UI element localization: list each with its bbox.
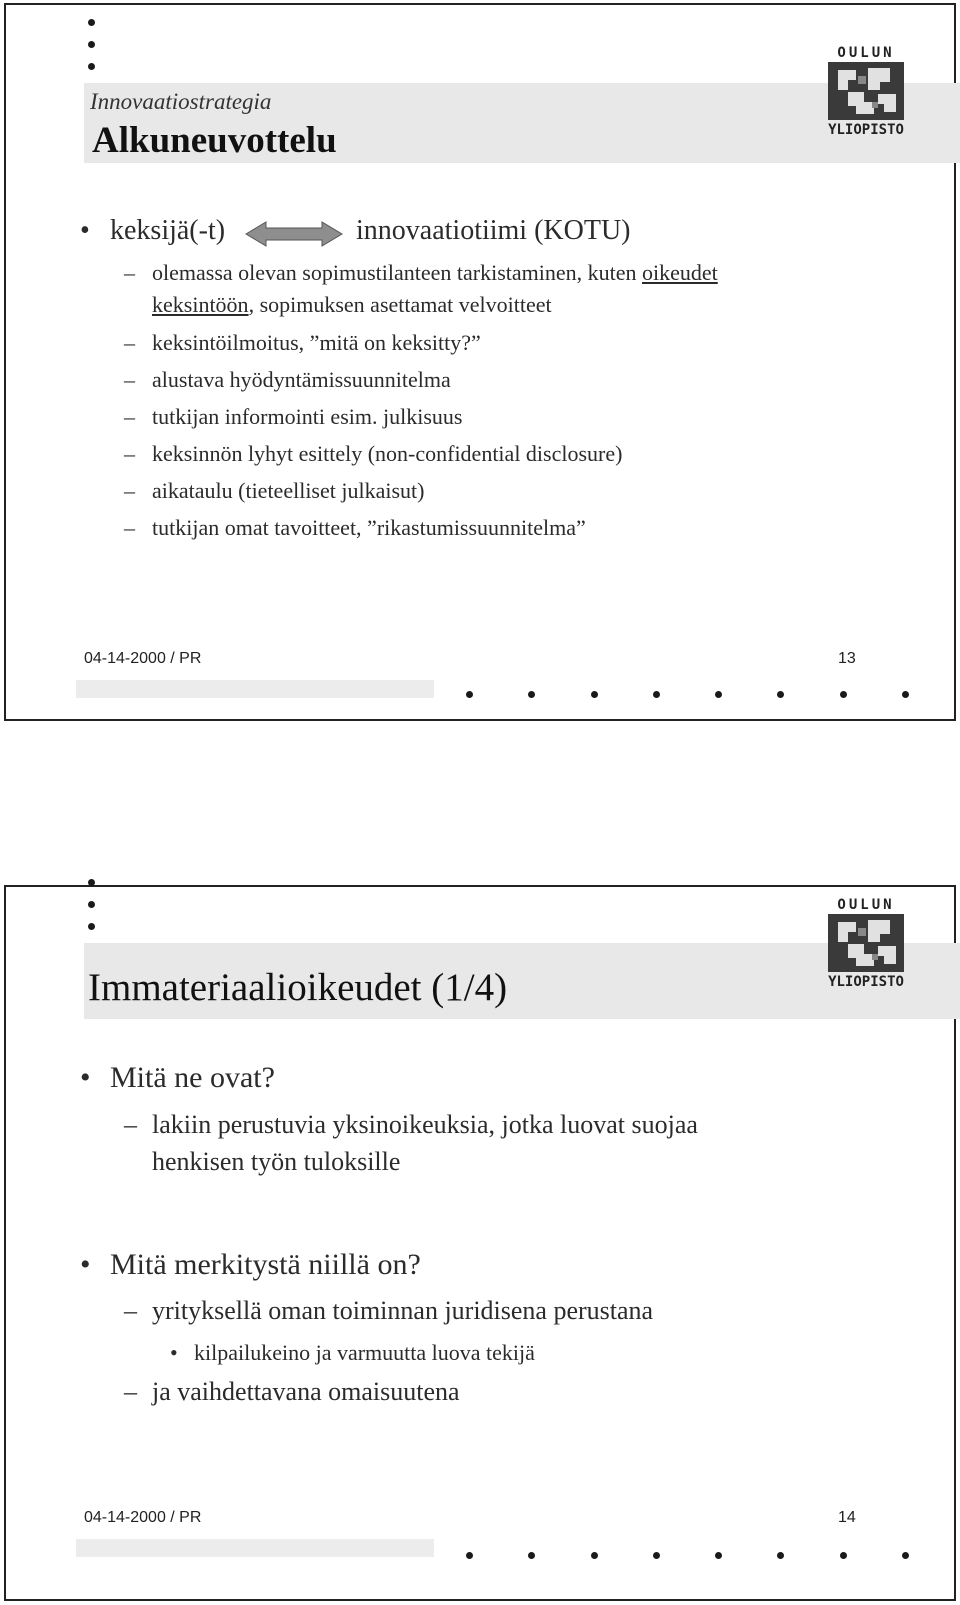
sub-item: – keksintöilmoitus, ”mitä on keksitty?” (124, 330, 481, 355)
question-bullet: • Mitä merkitystä niillä on? (80, 1248, 421, 1281)
sub-item: – aikataulu (tieteelliset julkaisut) (124, 478, 425, 503)
answer-line: – ja vaihdettavana omaisuutena (124, 1377, 460, 1406)
dash-icon: – (124, 367, 135, 392)
sub-item-contract-check: – olemassa olevan sopimustilanteen tarkistaminen, kuten oikeudet (124, 260, 718, 285)
sub-item: – alustava hyödyntämissuunnitelma (124, 367, 451, 392)
bullet-icon: • (80, 1248, 91, 1281)
bullet-icon: • (80, 1061, 91, 1094)
footer-band (76, 1539, 434, 1557)
dash-icon: – (124, 441, 135, 466)
sub-item: – tutkijan omat tavoitteet, ”rikastumissuunnitelma” (124, 515, 586, 540)
section-label: Innovaatiostrategia (90, 89, 272, 114)
innovation-team-label: innovaatiotiimi (KOTU) (356, 215, 631, 246)
dash-icon: – (124, 1296, 137, 1325)
university-logo: OULUN YLIOPISTO (828, 897, 904, 990)
answer-line-cont: henkisen työn tuloksille (152, 1147, 401, 1176)
double-headed-arrow-icon (244, 219, 344, 249)
dash-icon: – (124, 1110, 137, 1139)
logo-emblem-icon (828, 914, 904, 972)
sub-item: – keksinnön lyhyt esittely (non-confidential disclosure) (124, 441, 623, 466)
logo-emblem-icon (828, 62, 904, 120)
link-rights[interactable]: oikeudet (642, 260, 718, 285)
answer-line: – lakiin perustuvia yksinoikeuksia, jotka luovat suojaa (124, 1110, 698, 1139)
sub-item-contract-check-cont: keksintöön, sopimuksen asettamat velvoitteet (152, 292, 552, 317)
dash-icon: – (124, 330, 135, 355)
bullet-icon: • (170, 1340, 178, 1365)
answer-line: – yrityksellä oman toiminnan juridisena perustana (124, 1296, 654, 1325)
slide-title: Alkuneuvottelu (92, 120, 337, 161)
dash-icon: – (124, 260, 135, 285)
inventor-label: keksijä(-t) (110, 215, 226, 246)
sub-sub-item: • kilpailukeino ja varmuutta luova tekijä (170, 1340, 535, 1365)
page-number: 14 (838, 1509, 856, 1526)
main-bullet (80, 215, 226, 247)
footer-date: 04-14-2000 / PR (84, 1509, 202, 1526)
link-invention[interactable]: keksintöön (152, 292, 249, 317)
sub-item: – tutkijan informointi esim. julkisuus (124, 404, 463, 429)
university-logo: OULUN YLIOPISTO (828, 45, 904, 138)
dash-icon: – (124, 404, 135, 429)
slide-14 (4, 885, 956, 1601)
bullet-icon: • (80, 215, 90, 246)
slide-13 (4, 3, 956, 721)
dash-icon: – (124, 1377, 137, 1406)
slide-title: Immateriaalioikeudet (1/4) (88, 966, 508, 1009)
question-bullet: • Mitä ne ovat? (80, 1061, 275, 1094)
dash-icon: – (124, 515, 135, 540)
page-number: 13 (838, 650, 856, 667)
dash-icon: – (124, 478, 135, 503)
footer-band (76, 680, 434, 698)
footer-date: 04-14-2000 / PR (84, 650, 202, 667)
